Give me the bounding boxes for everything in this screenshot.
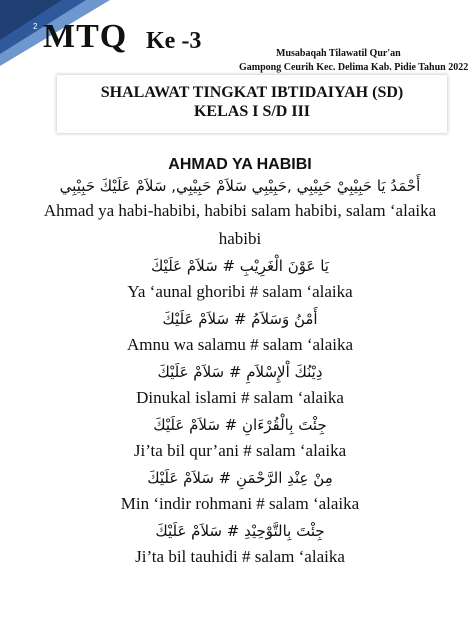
verse-latin: Min ‘indir rohmani # salam ‘alaika: [120, 494, 360, 513]
verse-arabic: جِئْتَ بِالتَّوْحِيْدِ # سَلاَمْ عَلَيْكَ: [155, 522, 325, 540]
verse-arabic: أَمْنُ وَسَلاَمُ # سَلاَمْ عَلَيْكَ: [162, 310, 318, 328]
verse-arabic: يَا عَوْنَ الْغَرِيْبِ # سَلاَمْ عَلَيْكَ: [151, 257, 329, 275]
header-subtitle-location: Gampong Ceurih Kec. Delima Kab. Pidie Tahun 2022: [239, 62, 469, 73]
verse-arabic: جِئْتَ بِالْقُرْءَانِ # سَلاَمْ عَلَيْكَ: [153, 416, 327, 434]
class-range: KELAS I S/D III: [193, 103, 311, 120]
verse-arabic: مِنْ عِنْدِ الرَّحْمَنِ # سَلاَمْ عَلَيْكَ: [147, 469, 333, 487]
intro-arabic: أَحْمَدُ يَا حَبِيْبِيْ حَبِيْبِي ,حَبِيْبِي سَلاَمْ حَبِيْبِي, سَلاَمْ عَلَيْكَ حَبِيْبِي: [59, 177, 421, 195]
category-title-box: [57, 75, 447, 133]
category-title: SHALAWAT TINGKAT IBTIDAIYAH (SD): [100, 84, 404, 101]
verse-latin: Ji’ta bil qur’ani # salam ‘alaika: [133, 441, 347, 460]
song-title: AHMAD YA HABIBI: [168, 156, 312, 173]
header-subtitle-event: Musabaqah Tilawatil Qur'an: [276, 48, 401, 59]
header-edition: Ke -3: [146, 28, 202, 54]
verse-latin: Ya ‘aunal ghoribi # salam ‘alaika: [127, 282, 353, 301]
header-title: MTQ: [43, 18, 128, 55]
intro-latin: Ahmad ya habi-habibi, habibi salam habibi, salam ‘alaika habibi: [43, 201, 437, 248]
song-lyrics: [30, 150, 450, 572]
page-number: 2: [33, 22, 38, 31]
verse-latin: Dinukal islami # salam ‘alaika: [136, 388, 344, 407]
verse-latin: Ji’ta bil tauhidi # salam ‘alaika: [135, 547, 345, 566]
verse-arabic: دِيْنُكَ اْلإِسْلاَمِ # سَلاَمْ عَلَيْكَ: [157, 363, 323, 381]
verse-latin: Amnu wa salamu # salam ‘alaika: [126, 335, 354, 354]
